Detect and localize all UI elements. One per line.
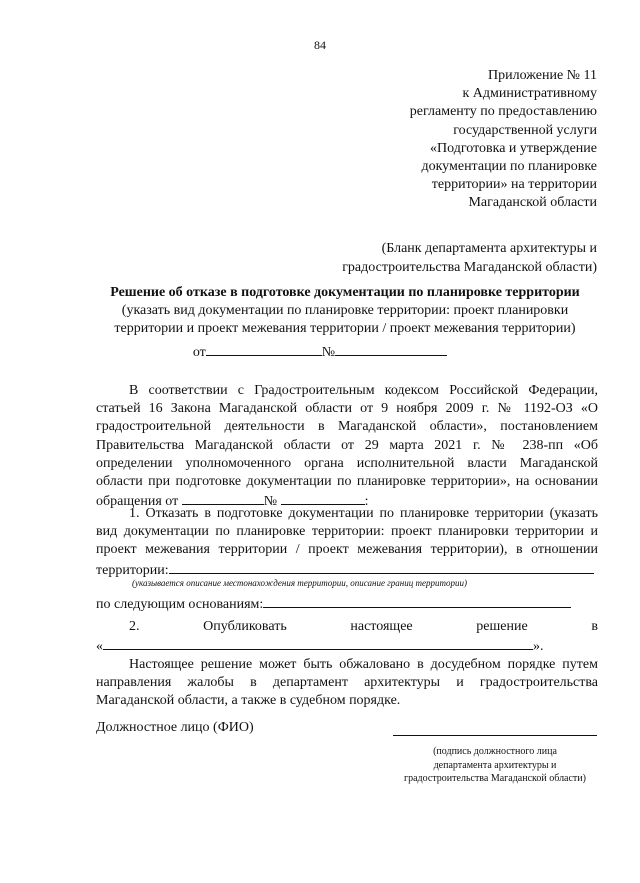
- appendix-line: регламенту по предоставлению: [409, 104, 597, 120]
- letterhead-line: градостроительства Магаданской области): [342, 259, 597, 275]
- publication-source-blank[interactable]: [103, 636, 533, 650]
- territory-line: [96, 560, 598, 580]
- appendix-line: Магаданской области: [468, 195, 597, 211]
- appendix-line: Приложение № 11: [488, 68, 597, 83]
- territory-blank[interactable]: [169, 560, 594, 574]
- appeal-line: Магаданской области, а также в судебном порядке.: [96, 693, 401, 709]
- publish-word: 2.: [129, 619, 140, 634]
- refuse-line: вид документации по планировке территории: проект планировки территории и: [96, 524, 598, 540]
- publish-word: Опубликовать: [203, 619, 287, 634]
- territory-hint: (указывается описание местонахождения территории, описание границ территории): [132, 578, 467, 588]
- signature-hint-line: градостроительства Магаданской области): [403, 773, 586, 784]
- appeal-line: Настоящее решение может быть обжаловано в досудебном порядке путем: [129, 657, 598, 672]
- appendix-line: территории» на территории: [431, 177, 597, 193]
- publish-source-row: [96, 636, 598, 656]
- title-subtitle-line: территории и проект межевания территории / проект межевания территории): [114, 321, 576, 337]
- intro-line: области при подготовке документации по планировке территории», на основании: [96, 474, 598, 490]
- signature-line[interactable]: [393, 735, 597, 736]
- appendix-line: к Административному: [462, 86, 597, 102]
- official-label: Должностное лицо (ФИО): [96, 720, 254, 735]
- publish-words-row: [96, 618, 598, 636]
- page-number: 84: [314, 38, 326, 52]
- intro-line: Правительства Магаданской области от 29 марта 2021 г. № 238-пп «Об: [96, 437, 598, 453]
- intro-line: статьей 16 Закона Магаданской области от 9 ноября 2009 г. № 1192-ОЗ «О: [96, 401, 598, 417]
- title-heading: Решение об отказе в подготовке документации по планировке территории: [110, 285, 580, 300]
- territory-label: территории:: [96, 562, 169, 578]
- appendix-line: государственной услуги: [453, 122, 597, 138]
- refuse-line: 1. Отказать в подготовке документации по планировке территории (указать: [129, 506, 598, 521]
- signature-hint-line: департамента архитектуры и: [433, 759, 557, 771]
- open-quote: «: [96, 639, 103, 655]
- intro-paragraph: [96, 382, 598, 511]
- grounds-blank[interactable]: [263, 594, 571, 608]
- grounds-label: по следующим основаниям:: [96, 597, 264, 612]
- appeal-date-label: обращения от: [96, 494, 179, 510]
- date-blank-line[interactable]: [206, 342, 322, 356]
- appendix-line: «Подготовка и утверждение: [430, 140, 597, 156]
- close-quote: ».: [533, 639, 544, 655]
- publish-paragraph: [96, 618, 598, 656]
- publish-word: в: [591, 619, 598, 634]
- signature-hint-line: (подпись должностного лица: [433, 746, 557, 757]
- document-title: [86, 284, 604, 339]
- publish-word: настоящее: [350, 619, 413, 634]
- letterhead-line: (Бланк департамента архитектуры и: [381, 241, 597, 256]
- letterhead-note: [267, 240, 597, 277]
- refuse-paragraph: [96, 505, 598, 580]
- title-subtitle-line: (указать вид документации по планировке территории: проект планировки: [121, 303, 569, 319]
- appeal-number-label: №: [263, 494, 278, 510]
- appeal-date-blank[interactable]: [182, 491, 264, 505]
- appeal-number-blank[interactable]: [281, 491, 365, 505]
- appendix-block: [337, 67, 597, 213]
- publish-word: решение: [476, 619, 528, 634]
- grounds-line: [96, 594, 598, 614]
- colon: :: [364, 494, 369, 510]
- intro-line: градостроительной деятельности в Магаданской области», постановлением: [96, 419, 598, 435]
- intro-line: определении уполномоченного органа исполнительной власти Магаданской: [96, 455, 598, 471]
- number-label: №: [321, 345, 336, 360]
- appeal-line: направления жалобы в департамент архитектуры и градостроительства: [96, 675, 598, 691]
- grounds-row: [96, 594, 598, 614]
- number-blank-line[interactable]: [335, 342, 447, 356]
- date-number-row: [0, 342, 640, 361]
- appendix-line: документации по планировке: [421, 159, 597, 175]
- appeal-paragraph: [96, 656, 598, 711]
- intro-line: В соответствии с Градостроительным кодексом Российской Федерации,: [129, 383, 598, 398]
- from-label: от: [192, 345, 206, 360]
- signature-hint: [393, 745, 597, 786]
- refuse-line: проект межевания территории / проект межевания территории), в отношении: [96, 542, 598, 558]
